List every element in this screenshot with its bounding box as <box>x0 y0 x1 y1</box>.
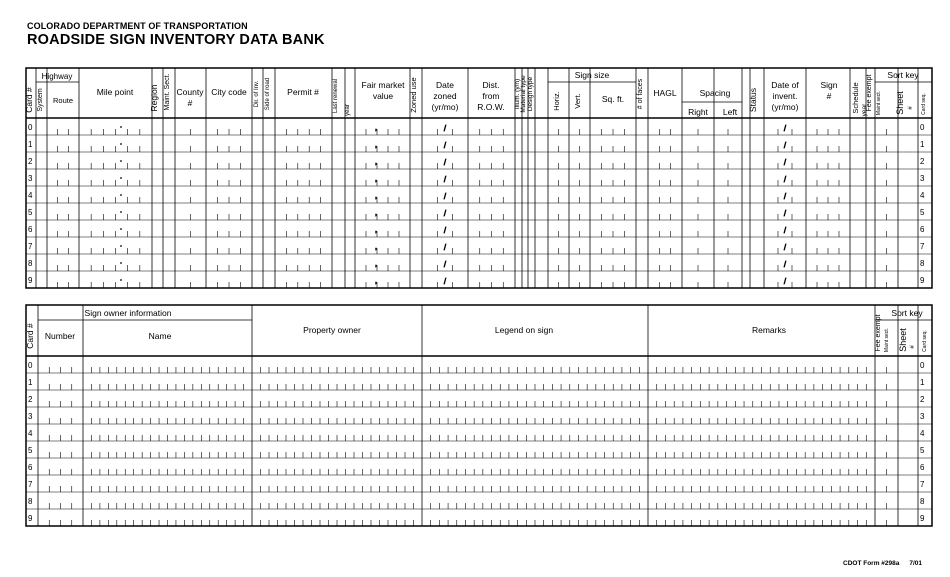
hagl-header: HAGL <box>653 88 677 98</box>
bottom-card-seq: Card seq. <box>922 330 928 352</box>
row-number-right: 2 <box>920 157 925 166</box>
mile-point-decimal <box>120 177 122 179</box>
row-number-left: 8 <box>28 259 33 268</box>
value-header: value <box>372 91 394 101</box>
vert-header: Vert. <box>573 93 582 109</box>
zoned-use-header: Zoned use <box>409 77 418 113</box>
dir-of-inv-header: Dir. of Inv. <box>254 80 260 108</box>
last-renewal-header: Last renewal <box>333 78 339 114</box>
city-code-header: City code <box>211 87 247 97</box>
design-header: Design type <box>527 76 534 112</box>
system-header: System <box>37 88 44 112</box>
form-date: 7/01 <box>909 560 923 567</box>
last-renewal-year: year <box>345 104 351 116</box>
maint-sect-header: Maint. Sect. <box>164 73 171 111</box>
date-slash: / <box>783 124 787 133</box>
bottom-fee-exempt: Fee exempt <box>875 314 882 352</box>
dist-2: from <box>482 91 500 101</box>
date-slash: / <box>443 192 447 201</box>
form-id: CDOT Form #298a <box>843 560 900 567</box>
date-slash: / <box>443 243 447 252</box>
row-number-right: 5 <box>920 446 925 455</box>
route-header: Route <box>52 96 74 105</box>
row-number-left: 9 <box>28 276 33 285</box>
row-number-left: 0 <box>28 361 33 370</box>
value-comma: , <box>374 208 378 217</box>
illum-header: Illum. (y/n) <box>514 78 521 110</box>
row-number-right: 4 <box>920 429 925 438</box>
row-number-right: 0 <box>920 123 925 132</box>
dist-3: R.O.W. <box>477 102 505 112</box>
mile-point-decimal <box>120 126 122 128</box>
mile-point-decimal <box>120 143 122 145</box>
row-number-right: 7 <box>920 480 925 489</box>
name-header: Name <box>148 331 172 341</box>
date-slash: / <box>783 141 787 150</box>
material-header: Material type <box>520 75 527 113</box>
date-inv-1: Date of <box>771 80 799 90</box>
date-zoned-2: zoned <box>433 91 457 101</box>
date-slash: / <box>783 226 787 235</box>
row-number-right: 8 <box>920 259 925 268</box>
date-slash: / <box>783 192 787 201</box>
row-number-right: 6 <box>920 463 925 472</box>
mile-point-header: Mile point <box>96 87 134 97</box>
row-number-left: 5 <box>28 446 33 455</box>
date-slash: / <box>443 124 447 133</box>
date-slash: / <box>443 158 447 167</box>
card-seq-header: Card seq. <box>921 93 927 115</box>
number-header: Number <box>44 331 76 341</box>
row-number-left: 9 <box>28 514 33 523</box>
row-number-left: 6 <box>28 225 33 234</box>
legend-header: Legend on sign <box>494 325 554 335</box>
sqft-header: Sq. ft. <box>601 94 625 104</box>
faces-header: # of faces <box>637 78 644 110</box>
mile-point-decimal <box>120 262 122 264</box>
row-number-left: 2 <box>28 395 33 404</box>
date-slash: / <box>783 175 787 184</box>
row-number-right: 1 <box>920 140 925 149</box>
county-header: County <box>176 87 204 97</box>
row-number-right: 4 <box>920 191 925 200</box>
property-owner-header: Property owner <box>303 325 361 335</box>
value-comma: , <box>374 140 378 149</box>
row-number-left: 4 <box>28 429 33 438</box>
value-comma: , <box>374 157 378 166</box>
date-slash: / <box>443 175 447 184</box>
mile-point-decimal <box>120 279 122 281</box>
fee-exempt-header: Fee exempt <box>866 74 873 112</box>
county-hash: # <box>187 98 193 108</box>
bottom-card-header: Card # <box>25 323 35 349</box>
date-slash: / <box>443 226 447 235</box>
bottom-maint-sect: Maint sect. <box>884 327 890 353</box>
form-number <box>843 560 922 567</box>
date-slash: / <box>783 277 787 286</box>
date-slash: / <box>783 260 787 269</box>
value-comma: , <box>374 276 378 285</box>
value-comma: , <box>374 259 378 268</box>
row-number-right: 5 <box>920 208 925 217</box>
date-zoned-1: Date <box>436 80 454 90</box>
row-number-left: 1 <box>28 140 33 149</box>
right-header: Right <box>688 107 708 117</box>
row-number-right: 2 <box>920 395 925 404</box>
row-number-right: 9 <box>920 276 925 285</box>
department-name: COLORADO DEPARTMENT OF TRANSPORTATION <box>27 21 248 31</box>
value-comma: , <box>374 191 378 200</box>
sheet-hash: # <box>908 106 914 110</box>
remarks-header: Remarks <box>751 325 787 335</box>
date-slash: / <box>443 277 447 286</box>
permit-header: Permit # <box>287 87 319 97</box>
horiz-header: Horiz. <box>552 91 561 111</box>
sign-hash: # <box>826 91 832 101</box>
sign-size-header: Sign size <box>574 70 610 80</box>
bottom-sheet: Sheet <box>898 328 908 352</box>
row-number-left: 8 <box>28 497 33 506</box>
spacing-header: Spacing <box>699 88 731 98</box>
left-header: Left <box>722 107 738 117</box>
dist-1: Dist. <box>482 80 500 90</box>
schedule-header: Schedule <box>851 82 860 114</box>
date-slash: / <box>783 209 787 218</box>
mile-point-decimal <box>120 245 122 247</box>
side-of-road-header: Side of road <box>265 77 271 111</box>
row-number-right: 1 <box>920 378 925 387</box>
date-slash: / <box>443 260 447 269</box>
card-header: Card # <box>24 87 34 113</box>
status-header: Status <box>748 87 758 113</box>
row-number-left: 7 <box>28 480 33 489</box>
date-inv-2: invent. <box>772 91 798 101</box>
row-number-right: 0 <box>920 361 925 370</box>
region-header: Region <box>149 84 159 112</box>
date-slash: / <box>443 209 447 218</box>
row-number-left: 0 <box>28 123 33 132</box>
sort-maint-sect: Maint sect. <box>876 90 882 116</box>
value-comma: , <box>374 225 378 234</box>
date-slash: / <box>443 141 447 150</box>
row-number-left: 5 <box>28 208 33 217</box>
form-title: ROADSIDE SIGN INVENTORY DATA BANK <box>27 32 325 48</box>
value-comma: , <box>374 174 378 183</box>
row-number-right: 3 <box>920 174 925 183</box>
row-number-right: 9 <box>920 514 925 523</box>
mile-point-decimal <box>120 194 122 196</box>
bottom-sort-key: Sort key <box>891 308 923 318</box>
sign-header: Sign <box>820 80 838 90</box>
date-inv-3: (yr/mo) <box>771 102 799 112</box>
value-comma: , <box>374 123 378 132</box>
row-number-left: 2 <box>28 157 33 166</box>
schedule-year: year <box>861 103 868 117</box>
mile-point-decimal <box>120 160 122 162</box>
fair-market-header: Fair market <box>361 80 405 90</box>
row-number-right: 3 <box>920 412 925 421</box>
sort-key-header: Sort key <box>887 70 919 80</box>
mile-point-decimal <box>120 228 122 230</box>
date-zoned-3: (yr/mo) <box>431 102 459 112</box>
sign-owner-header: Sign owner information <box>84 308 172 318</box>
row-number-left: 7 <box>28 242 33 251</box>
row-number-right: 7 <box>920 242 925 251</box>
row-number-left: 4 <box>28 191 33 200</box>
value-comma: , <box>374 242 378 251</box>
row-number-right: 6 <box>920 225 925 234</box>
row-number-left: 6 <box>28 463 33 472</box>
mile-point-decimal <box>120 211 122 213</box>
row-number-left: 3 <box>28 412 33 421</box>
row-number-left: 1 <box>28 378 33 387</box>
row-number-right: 8 <box>920 497 925 506</box>
row-number-left: 3 <box>28 174 33 183</box>
date-slash: / <box>783 158 787 167</box>
sheet-header: Sheet <box>895 91 905 115</box>
highway-header: Highway <box>41 72 73 81</box>
bottom-sheet-hash: # <box>910 345 916 349</box>
date-slash: / <box>783 243 787 252</box>
